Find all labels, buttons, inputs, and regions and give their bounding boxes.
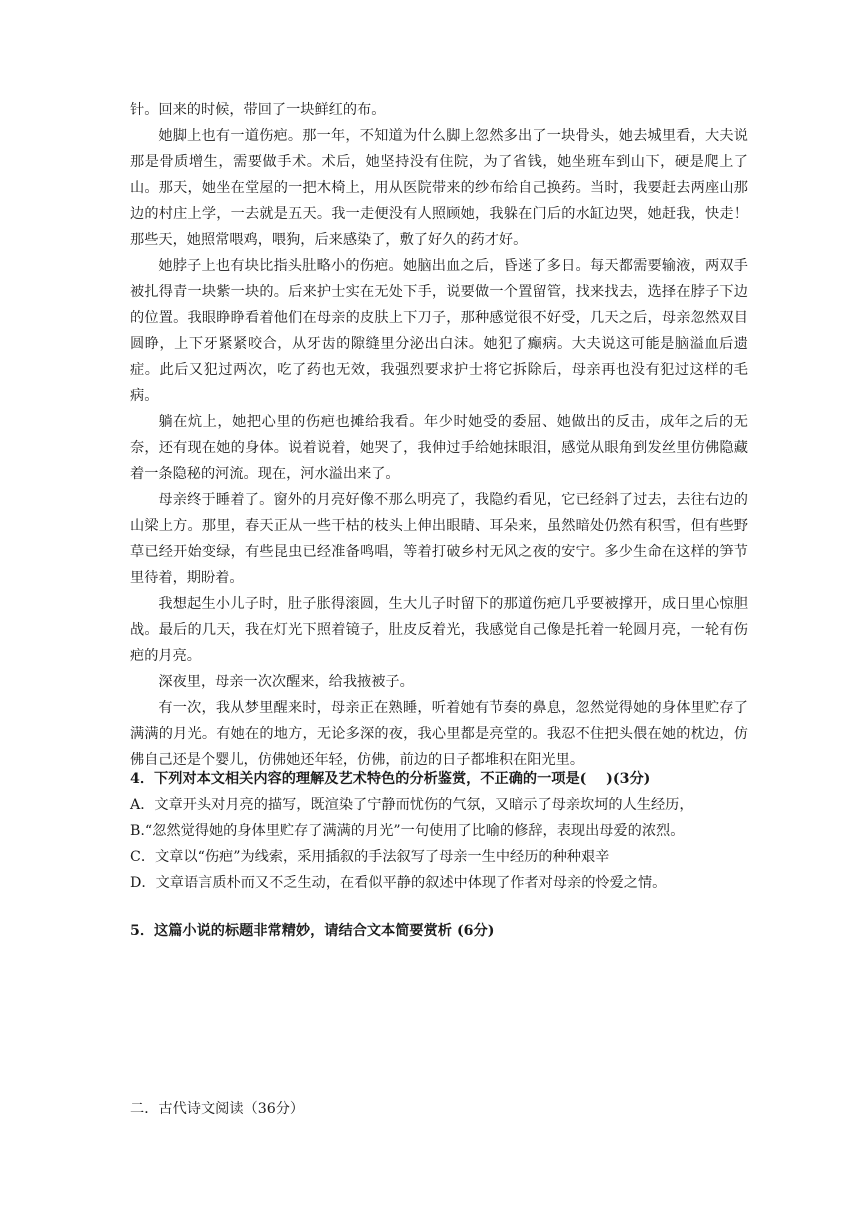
question-4 (130, 766, 770, 896)
question-5-title: 5．这篇小说的标题非常精妙，请结合文本简要赏析 (6分) (130, 923, 495, 939)
passage-paragraph-5: 母亲终于睡着了。窗外的月亮好像不那么明亮了，我隐约看见，它已经斜了过去，去往右边的山梁上方。那里，春天正从一些干枯的枝头上伸出眼睛、耳朵来，虽然暗处仍然有积雪，但有些野草已经开始变绿，有些昆虫已经准备鸣唱，等着打破乡村无风之夜的安宁。多少生命在这样的笋节里待着，期盼着。 (130, 492, 748, 586)
passage-paragraph-3: 她脖子上也有块比指头肚略小的伤疤。她脑出血之后，昏迷了多日。每天都需要输液，两双手被扎得青一块紫一块的。后来护士实在无处下手，说要做一个置留管，找来找去，选择在脖子下边的位置。我眼睁睁看着他们在母亲的皮肤上下刀子，那种感觉很不好受，几天之后，母亲忽然双目圆睁，上下牙紧紧咬合，从牙齿的隙缝里分泌出白沫。她犯了癫病。大夫说这可能是脑溢血后遗症。此后又犯过两次，吃了药也无效，我强烈要求护士将它拆除后，母亲再也没有犯过这样的毛病。 (130, 258, 748, 404)
question-4-option-b: B.“忽然觉得她的身体里贮存了满满的月光”一句使用了比喻的修辞，表现出母爱的浓烈。 (130, 823, 685, 839)
passage-paragraph-7: 深夜里，母亲一次次醒来，给我掖被子。 (158, 674, 414, 690)
question-5 (130, 918, 770, 944)
passage-paragraph-6: 我想起生小儿子时，肚子胀得滚圆，生大儿子时留下的那道伤疤几乎要被撑开，成日里心惊胆战。最后的几天，我在灯光下照着镜子，肚皮反着光，我感觉自己像是托着一轮圆月亮，一轮有伤疤的月亮。 (130, 596, 748, 664)
question-4-title: 4．下列对本文相关内容的理解及艺术特色的分析鉴赏，不正确的一项是( )(3分) (130, 771, 651, 787)
question-4-option-d: D．文章语言质朴而又不乏生动，在看似平静的叙述中体现了作者对母亲的怜爱之情。 (130, 875, 667, 891)
section-2-heading (130, 1096, 770, 1122)
passage-paragraph-2: 她脚上也有一道伤疤。那一年，不知道为什么脚上忽然多出了一块骨头，她去城里看，大夫说那是骨质增生，需要做手术。术后，她坚持没有住院，为了省钱，她坐班车到山下，硬是爬上了山。那天，她坐在堂屋的一把木椅上，用从医院带来的纱布给自己换药。当时，我要赶去两座山那边的村庄上学，一去就是五天。我一走便没有人照顾她，我躲在门后的水缸边哭，她赶我，快走！那些天，她照常喂鸡，喂狗，后来感染了，敷了好久的药才好。 (130, 128, 748, 248)
passage-paragraph-1: 针。回来的时候，带回了一块鲜红的布。 (130, 102, 386, 118)
passage-paragraph-4: 躺在炕上，她把心里的伤疤也摊给我看。年少时她受的委屈、她做出的反击，成年之后的无奈，还有现在她的身体。说着说着，她哭了，我伸过手给她抹眼泪，感觉从眼角到发丝里仿佛隐藏着一条隐秘的河流。现在，河水溢出来了。 (130, 414, 748, 482)
question-4-option-a: A．文章开头对月亮的描写，既渲染了宁静而忧伤的气氛，又暗示了母亲坎坷的人生经历， (130, 797, 694, 813)
question-4-option-c: C．文章以“伤疤”为线索，采用插叙的手法叙写了母亲一生中经历的种种艰辛 (130, 849, 610, 865)
section-2-title: 二．古代诗文阅读（36分） (130, 1101, 305, 1117)
passage-paragraph-8: 有一次，我从梦里醒来时，母亲正在熟睡，听着她有节奏的鼻息，忽然觉得她的身体里贮存了满满的月光。有她在的地方，无论多深的夜，我心里都是亮堂的。我忍不住把头偎在她的枕边，仿佛自己还是个婴儿，仿佛她还年轻，仿佛，前边的日子都堆积在阳光里。 (130, 700, 748, 768)
reading-passage (130, 97, 748, 773)
